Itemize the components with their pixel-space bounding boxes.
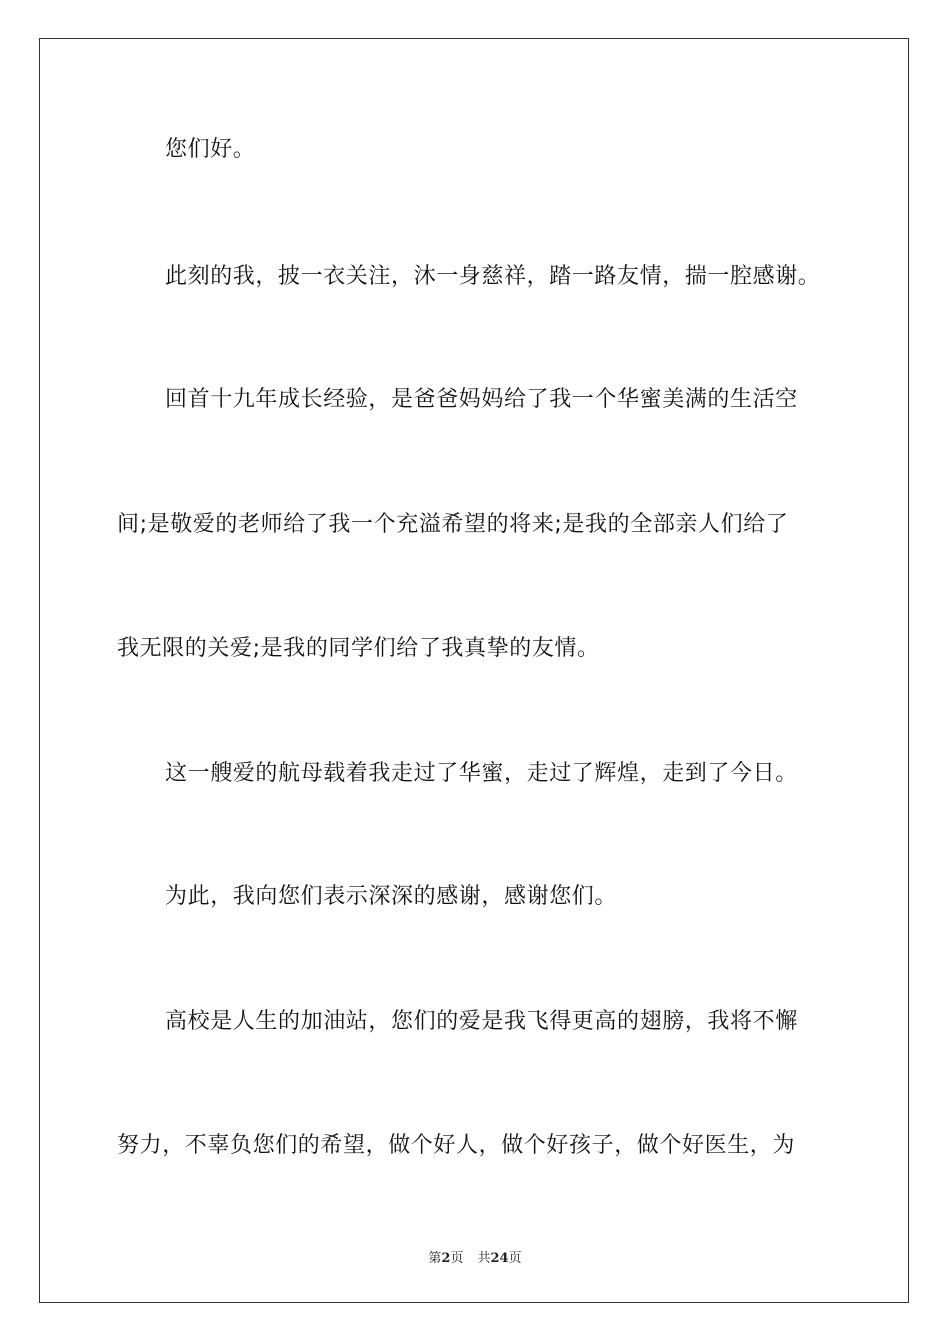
page-total: 24 — [490, 1251, 509, 1266]
page-suffix: 页 — [450, 1251, 464, 1266]
page-current: 2 — [441, 1251, 451, 1266]
page-prefix: 第 — [428, 1251, 442, 1266]
page-footer — [0, 1247, 950, 1266]
total-suffix: 页 — [508, 1251, 522, 1266]
total-prefix: 共 — [477, 1251, 491, 1266]
text-line-6: 这一艘爱的航母载着我走过了华蜜，走过了辉煌，走到了今日。 — [165, 761, 798, 786]
text-line-3: 回首十九年成长经验，是爸爸妈妈给了我一个华蜜美满的生活空 — [165, 387, 798, 412]
text-line-5: 我无限的关爱;是我的同学们给了我真挚的友情。 — [117, 636, 600, 661]
text-line-2: 此刻的我，披一衣关注，沐一身慈祥，踏一路友情，揣一腔感谢。 — [165, 264, 821, 289]
text-line-9: 努力，不辜负您们的希望，做个好人，做个好孩子，做个好医生，为 — [117, 1133, 796, 1158]
text-line-1: 您们好。 — [165, 137, 256, 162]
text-line-7: 为此，我向您们表示深深的感谢，感谢您们。 — [165, 884, 618, 909]
text-line-4: 间;是敬爱的老师给了我一个充溢希望的将来;是我的全部亲人们给了 — [117, 512, 789, 537]
page-border — [39, 38, 909, 1303]
text-line-8: 高校是人生的加油站，您们的爱是我飞得更高的翅膀，我将不懈 — [165, 1009, 798, 1034]
